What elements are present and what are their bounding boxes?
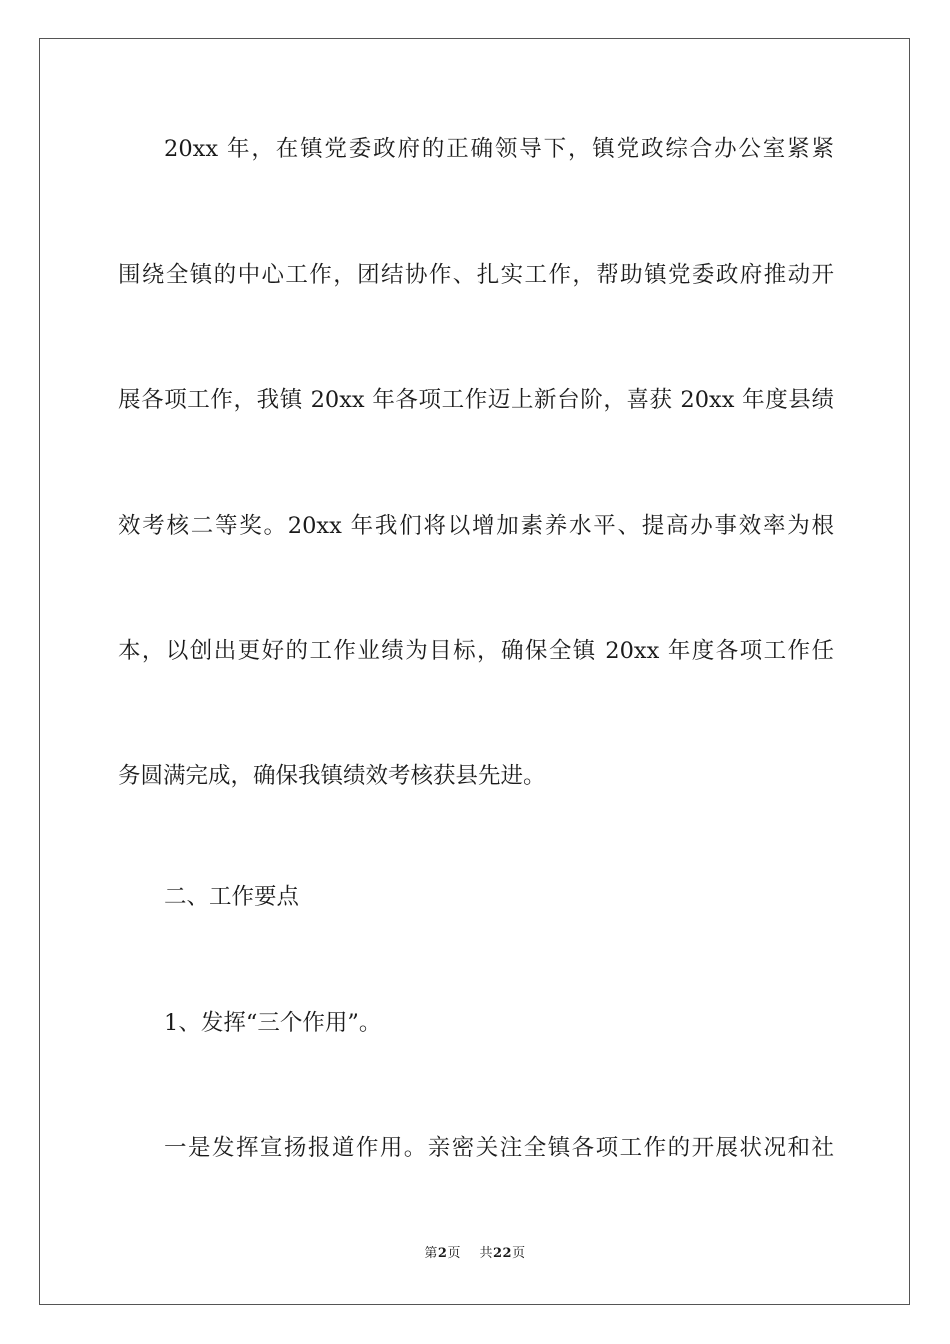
paragraph-line-1: 20xx 年，在镇党委政府的正确领导下，镇党政综合办公室紧紧 xyxy=(164,136,834,162)
paragraph-line-7: 一是发挥宣扬报道作用。亲密关注全镇各项工作的开展状况和社 xyxy=(164,1135,834,1161)
page-prefix: 第 xyxy=(424,1246,438,1261)
paragraph-line-2: 围绕全镇的中心工作，团结协作、扎实工作，帮助镇党委政府推动开 xyxy=(118,262,834,288)
paragraph-line-5: 本，以创出更好的工作业绩为目标，确保全镇 20xx 年度各项工作任 xyxy=(118,638,834,664)
paragraph-line-4: 效考核二等奖。20xx 年我们将以增加素养水平、提高办事效率为根 xyxy=(118,513,834,539)
page-border xyxy=(39,38,910,1305)
total-prefix: 共 xyxy=(479,1246,493,1261)
total-pages: 22 xyxy=(493,1246,513,1261)
page-number: 2 xyxy=(437,1246,448,1261)
total-suffix: 页 xyxy=(512,1246,526,1261)
page-footer xyxy=(0,1245,950,1263)
paragraph-line-6: 务圆满完成，确保我镇绩效考核获县先进。 xyxy=(118,763,546,789)
paragraph-line-3: 展各项工作，我镇 20xx 年各项工作迈上新台阶，喜获 20xx 年度县绩 xyxy=(118,387,834,413)
page-suffix: 页 xyxy=(447,1246,461,1261)
section-heading: 二、工作要点 xyxy=(164,884,300,910)
subsection-heading: 1、发挥“三个作用”。 xyxy=(164,1010,382,1036)
